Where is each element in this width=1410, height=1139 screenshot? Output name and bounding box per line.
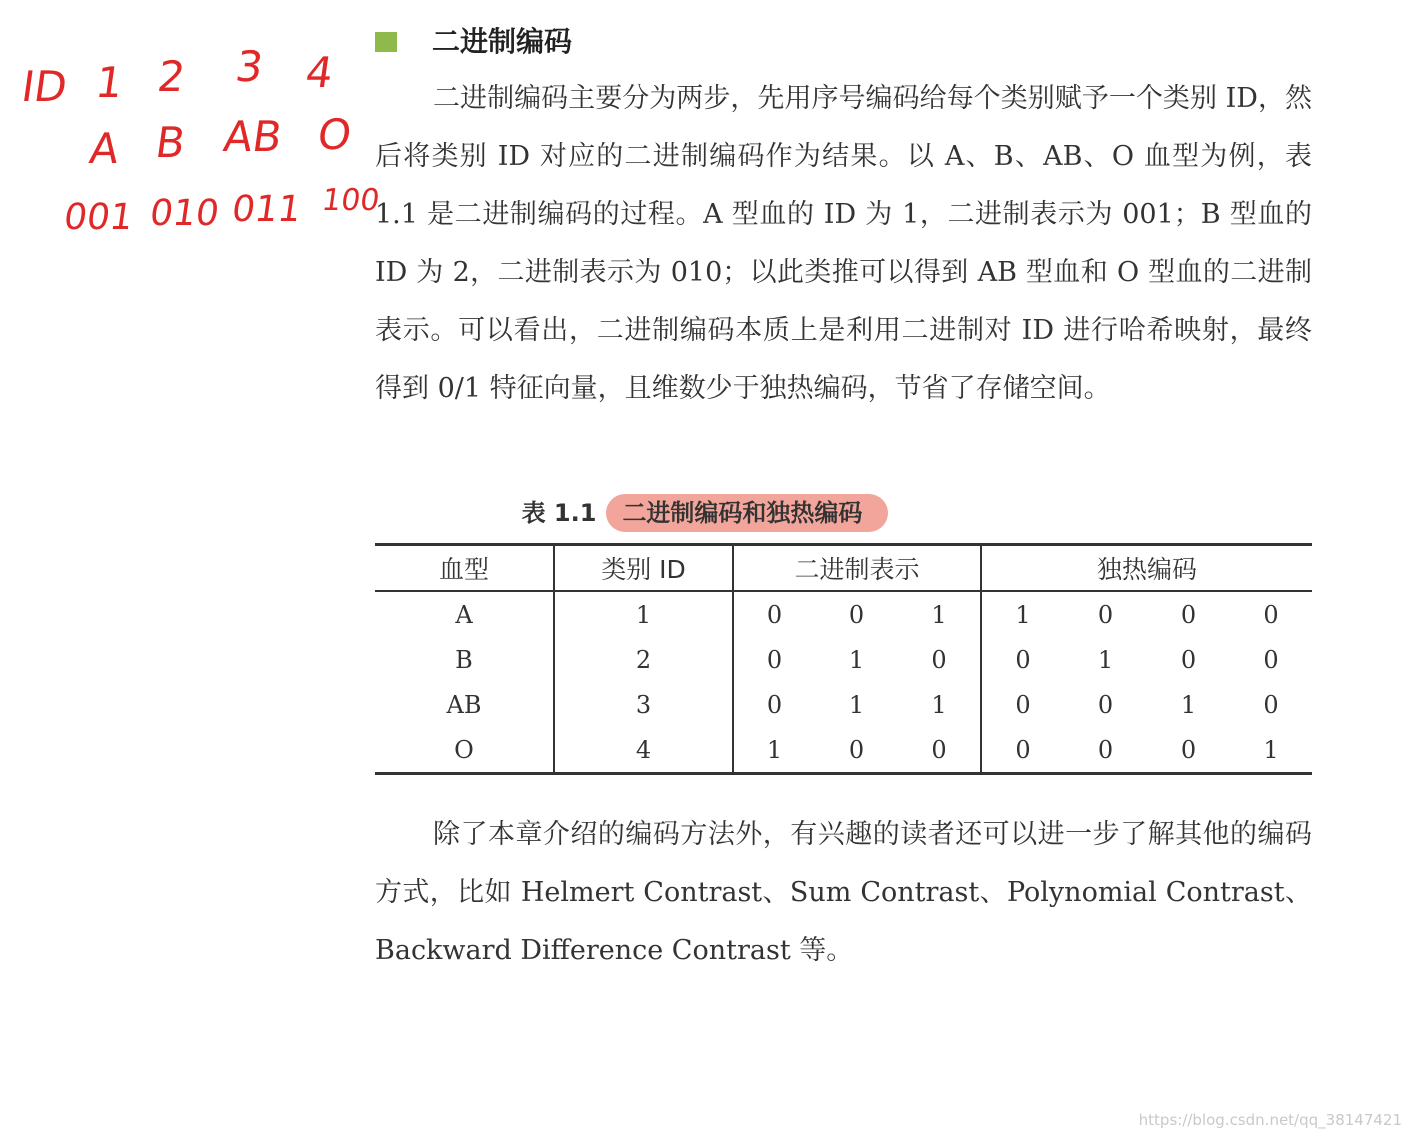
cell-one-hot: 0 <box>1147 727 1230 774</box>
annotation-type-a: A <box>86 124 123 173</box>
cell-binary: 1 <box>733 727 815 774</box>
annotation-id-3: 3 <box>232 42 267 91</box>
cell-binary: 0 <box>766 690 783 719</box>
cell-one-hot: 0 <box>1263 645 1279 674</box>
annotation-id-label: ID <box>18 62 71 111</box>
cell-id: 2 <box>554 637 733 682</box>
annotation-type-o: O <box>314 110 355 159</box>
cell-one-hot: 0 <box>1180 600 1197 629</box>
header-binary: 二进制表示 <box>733 545 981 592</box>
cell-binary: 0 <box>898 637 981 682</box>
cell-one-hot: 1 <box>1097 645 1114 674</box>
cell-binary: 0 <box>815 727 898 774</box>
header-one-hot: 独热编码 <box>981 545 1312 592</box>
annotation-bin-010: 010 <box>147 193 222 234</box>
header-category-id: 类别 ID <box>554 545 733 592</box>
cell-binary: 0 <box>848 600 865 629</box>
table-row <box>375 682 1312 727</box>
cell-id: 3 <box>554 682 733 727</box>
cell-binary: 1 <box>898 682 981 727</box>
section-marker <box>375 32 397 52</box>
annotation-id-4: 4 <box>302 48 337 97</box>
cell-binary: 0 <box>766 645 783 674</box>
table-row <box>375 637 1312 682</box>
cell-one-hot: 1 <box>1180 690 1197 719</box>
paragraph-other-encodings: 除了本章介绍的编码方法外，有兴趣的读者还可以进一步了解其他的编码方式，比如 Helmert Contrast、Sum Contrast、Polynomial Contrast、Backward Difference Contrast 等。 <box>375 819 1312 966</box>
cell-one-hot: 0 <box>1064 727 1147 774</box>
cell-binary: 1 <box>848 690 865 719</box>
watermark: https://blog.csdn.net/qq_38147421 <box>1138 1111 1402 1129</box>
table-header-row <box>375 545 1312 592</box>
table-caption <box>0 492 1410 534</box>
cell-one-hot: 0 <box>1015 645 1031 674</box>
cell-blood-type: AB <box>375 682 554 727</box>
cell-binary: 0 <box>898 727 981 774</box>
annotation-type-ab: AB <box>220 112 286 161</box>
table-row <box>375 727 1312 774</box>
annotation-id-1: 1 <box>92 58 127 107</box>
cell-binary: 1 <box>848 645 865 674</box>
table-caption-label: 表 1.1 <box>521 499 597 527</box>
cell-blood-type: A <box>375 591 554 637</box>
cell-one-hot: 0 <box>1263 600 1279 629</box>
annotation-bin-001: 001 <box>61 197 136 238</box>
annotation-bin-011: 011 <box>229 189 304 230</box>
cell-one-hot: 0 <box>1097 690 1114 719</box>
section-title: 二进制编码 <box>432 25 573 58</box>
header-blood-type: 血型 <box>375 545 554 592</box>
cell-blood-type: O <box>375 727 554 774</box>
encoding-table <box>375 543 1312 775</box>
cell-blood-type: B <box>375 637 554 682</box>
annotation-id-2: 2 <box>154 52 189 101</box>
paragraph-binary-encoding: 二进制编码主要分为两步，先用序号编码给每个类别赋予一个类别 ID，然后将类别 ID 对应的二进制编码作为结果。以 A、B、AB、O 血型为例，表 1.1 是二进制编码的过程。A 型血的 ID 为 1，二进制表示为 001；B 型血的 ID 为 2，二进制表示为 010；以此类推可以得到 AB 型血和 O 型血的二进制表示。可以看出，二进制编码本质上是利用二进制对 ID 进行哈希映射，最终得到 0/1 特征向量，且维数少于独热编码，节省了存储空间。 <box>375 83 1312 404</box>
cell-one-hot: 0 <box>1263 690 1279 719</box>
table-caption-title: 二进制编码和独热编码 <box>606 494 888 532</box>
cell-id: 4 <box>554 727 733 774</box>
cell-one-hot: 0 <box>981 727 1064 774</box>
annotation-type-b: B <box>152 118 189 167</box>
annotation-bin-100: 100 <box>319 183 382 218</box>
cell-one-hot: 0 <box>1180 645 1197 674</box>
table-row <box>375 591 1312 637</box>
cell-id: 1 <box>554 591 733 637</box>
cell-one-hot: 0 <box>1097 600 1114 629</box>
cell-one-hot: 1 <box>1230 727 1312 774</box>
cell-one-hot: 0 <box>1015 690 1031 719</box>
cell-one-hot: 1 <box>1015 600 1031 629</box>
cell-binary: 1 <box>898 591 981 637</box>
cell-binary: 0 <box>766 600 783 629</box>
